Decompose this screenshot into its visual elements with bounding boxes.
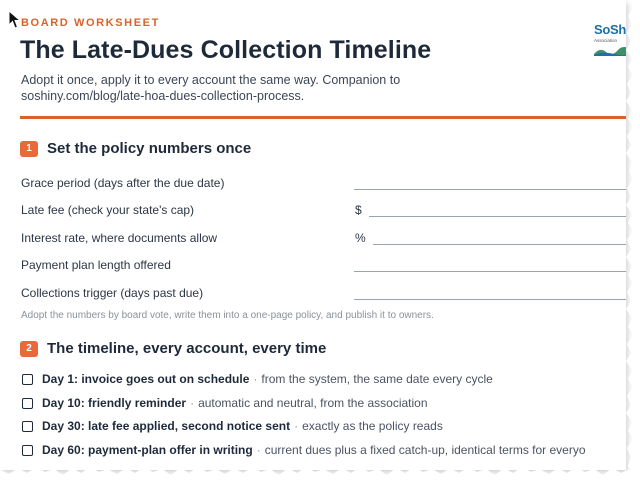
- field-label: Collections trigger (days past due): [21, 286, 204, 300]
- timeline-description: automatic and neutral, from the association: [198, 396, 428, 410]
- fill-in-line[interactable]: [354, 299, 626, 300]
- field-interest-rate[interactable]: [21, 231, 626, 249]
- checkbox[interactable]: [22, 421, 33, 432]
- field-label: Grace period (days after the due date): [21, 176, 225, 190]
- timeline-item[interactable]: [22, 419, 443, 433]
- section-2-number-badge: 2: [20, 341, 38, 357]
- section-1-title: Set the policy numbers once: [47, 140, 252, 157]
- timeline-item[interactable]: [22, 372, 493, 386]
- timeline-description: current dues plus a fixed catch-up, identical terms for everyo: [264, 443, 586, 457]
- logo-text: SoSh: [594, 22, 626, 37]
- section-1-number-badge: 1: [20, 141, 38, 157]
- fill-in-line[interactable]: [354, 271, 626, 272]
- timeline-step: Day 30: late fee applied, second notice sent: [42, 419, 291, 433]
- torn-edge-bottom: [0, 464, 640, 482]
- fill-in-line[interactable]: [369, 216, 626, 217]
- section-2-title: The timeline, every account, every time: [47, 340, 327, 357]
- header-divider: [20, 116, 626, 119]
- timeline-item[interactable]: [22, 443, 586, 457]
- checkbox[interactable]: [22, 398, 33, 409]
- field-grace-period[interactable]: [21, 176, 626, 194]
- torn-edge-right: [624, 0, 640, 482]
- field-label: Payment plan length offered: [21, 258, 171, 272]
- checkbox[interactable]: [22, 445, 33, 456]
- timeline-step: Day 60: payment-plan offer in writing: [42, 443, 253, 457]
- timeline-description: from the system, the same date every cycle: [261, 372, 493, 386]
- separator: ·: [256, 443, 261, 457]
- field-label: Interest rate, where documents allow: [21, 231, 218, 245]
- checkbox[interactable]: [22, 374, 33, 385]
- fill-in-line[interactable]: [354, 189, 626, 190]
- mouse-pointer-icon: [8, 10, 22, 30]
- timeline-step: Day 10: friendly reminder: [42, 396, 187, 410]
- percent-prefix: %: [355, 231, 366, 245]
- section-1-heading: [20, 140, 251, 157]
- timeline-description: exactly as the policy reads: [302, 419, 443, 433]
- logo-subtext: Association: [594, 38, 618, 43]
- dollar-prefix: $: [355, 203, 362, 217]
- page-title: The Late-Dues Collection Timeline: [20, 36, 432, 64]
- separator: ·: [190, 396, 195, 410]
- section-2-heading: [20, 340, 326, 357]
- soshiny-logo: [594, 22, 626, 58]
- separator: ·: [294, 419, 299, 433]
- page-subtitle: Adopt it once, apply it to every account the same way. Companion to soshiny.com/blog/late-hoa-dues-collection-process.: [21, 73, 401, 103]
- eyebrow-label: BOARD WORKSHEET: [21, 17, 160, 29]
- timeline-step: Day 1: invoice goes out on schedule: [42, 372, 250, 386]
- logo-landscape-icon: [594, 46, 626, 56]
- fill-in-line[interactable]: [373, 244, 626, 245]
- field-late-fee[interactable]: [21, 203, 626, 221]
- policy-note: Adopt the numbers by board vote, write them into a one-page policy, and publish it to owners.: [21, 310, 434, 321]
- timeline-item[interactable]: [22, 396, 428, 410]
- separator: ·: [253, 372, 258, 386]
- field-label: Late fee (check your state's cap): [21, 203, 195, 217]
- field-payment-plan-length[interactable]: [21, 258, 626, 276]
- field-collections-trigger[interactable]: [21, 286, 626, 304]
